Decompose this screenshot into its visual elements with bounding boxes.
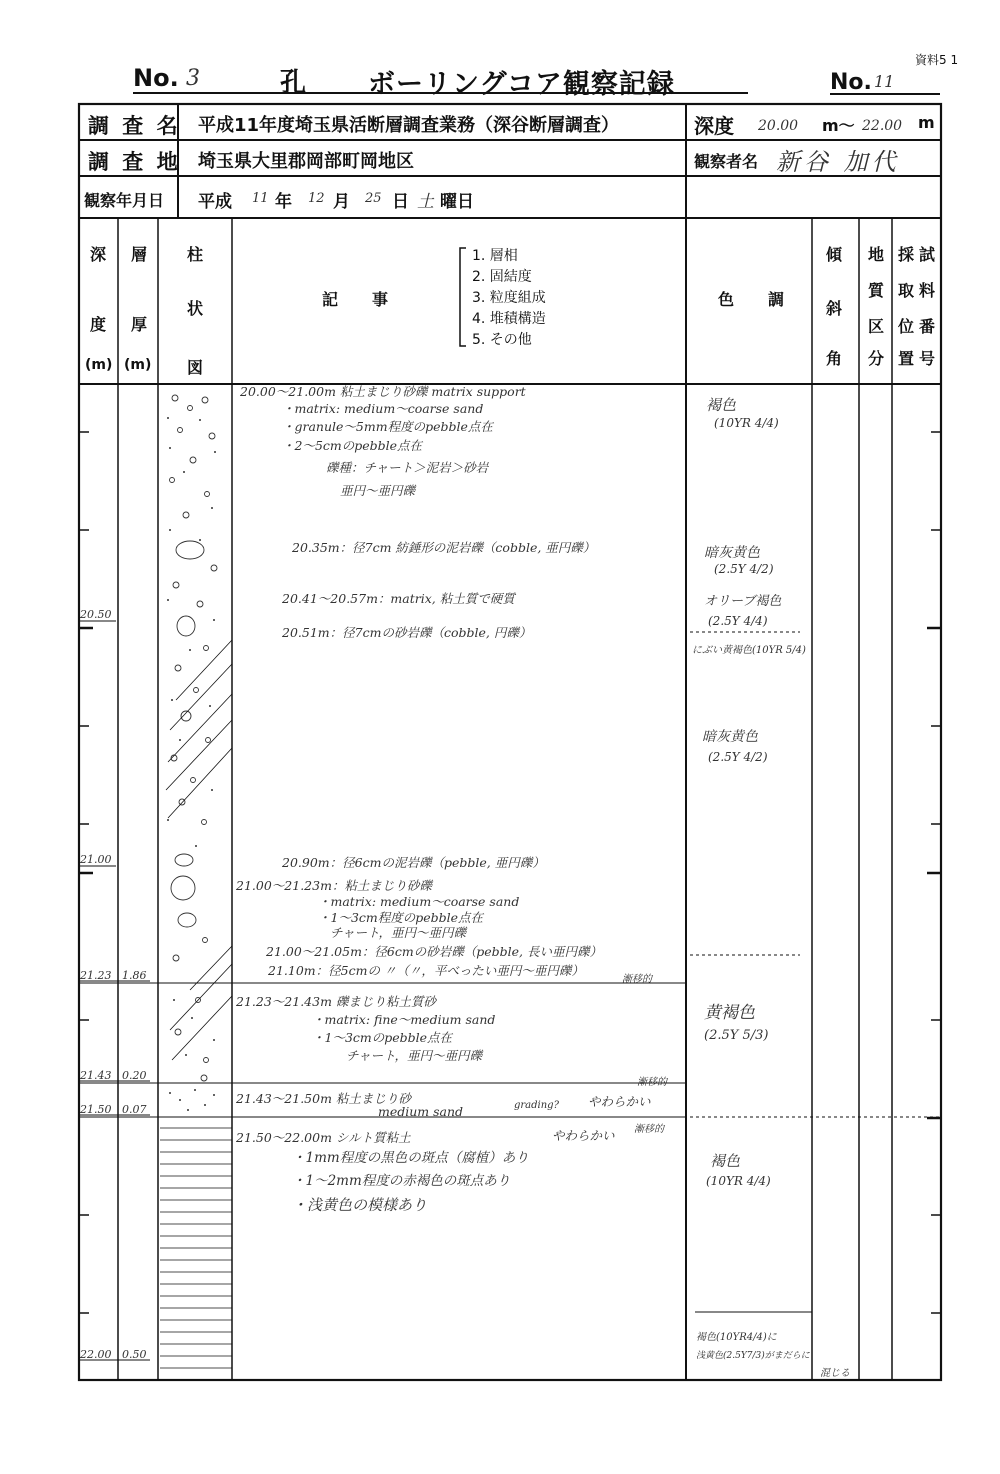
- col-dip-3: 角: [826, 349, 843, 368]
- color-note: 混じる: [820, 1368, 850, 1379]
- note-line: 20.35m：径7cm 紡錘形の泥岩礫（cobble, 亜円礫）: [292, 540, 596, 555]
- col-article-2: 事: [372, 290, 389, 309]
- note-line: ・1〜2mm程度の赤褐色の斑点あり: [292, 1173, 511, 1189]
- note-line: 21.23〜21.43m 礫まじり粘土質砂: [236, 994, 436, 1009]
- note-line: ・matrix: fine〜medium sand: [312, 1012, 496, 1027]
- color-name: オリーブ褐色: [704, 594, 782, 609]
- col-column-3: 図: [187, 358, 204, 377]
- survey-name-label: 調 査 名: [88, 114, 181, 138]
- thickness-mark: 1.86: [122, 969, 147, 982]
- document-reference-label: 資料5 1: [915, 53, 959, 67]
- note-line: 20.00〜21.00m 粘土まじり砂礫 matrix support: [240, 384, 526, 399]
- depth-label: 深度: [694, 114, 734, 138]
- col-column-1: 柱: [187, 245, 204, 264]
- color-note: 褐色(10YR4/4)に: [696, 1332, 777, 1343]
- date-month-unit: 月: [333, 192, 350, 212]
- col-depth-2: 度: [90, 315, 107, 334]
- col-color-1: 色: [718, 290, 735, 309]
- hole-label: 孔: [280, 68, 307, 98]
- site-value: 埼玉県大里郡岡部町岡地区: [198, 151, 414, 172]
- thickness-mark: 0.50: [122, 1348, 147, 1361]
- note-line: チャート，亜円〜亜円礫: [330, 925, 467, 940]
- depth-to-value: 22.00: [862, 118, 903, 134]
- col-sample-pos-2: 取: [898, 281, 915, 300]
- thickness-mark: 0.20: [122, 1069, 147, 1082]
- note-line: ・matrix: medium〜coarse sand: [282, 401, 484, 416]
- date-day-unit: 日: [392, 192, 409, 212]
- col-depth-1: 深: [90, 245, 107, 264]
- note-line: ・1〜3cmのpebble点在: [312, 1030, 453, 1045]
- boundary-note: 漸移的: [634, 1124, 664, 1135]
- note-line: 21.43〜21.50m 粘土まじり砂: [236, 1091, 411, 1106]
- col-geo-3: 区: [868, 317, 885, 336]
- col-geo-4: 分: [868, 349, 885, 368]
- title-no-prefix: No.: [133, 64, 179, 92]
- observer-label: 観察者名: [694, 152, 759, 171]
- note-line: 21.10m：径5cmの 〃（〃，平べったい亜円〜亜円礫）: [268, 963, 584, 978]
- note-line: チャート，亜円〜亜円礫: [346, 1048, 483, 1063]
- survey-name-value: 平成11年度埼玉県活断層調査業務（深谷断層調査）: [198, 115, 620, 136]
- thickness-mark: 0.07: [122, 1103, 147, 1116]
- note-line: やわらかい: [552, 1128, 615, 1143]
- col-dip-2: 斜: [826, 299, 843, 318]
- color-note: 浅黄色(2.5Y7/3)がまだらに: [696, 1351, 810, 1361]
- note-line: grading?: [514, 1100, 559, 1111]
- note-line: 20.51m：径7cmの砂岩礫（cobble, 円礫）: [282, 625, 532, 640]
- col-sample-pos-1: 採: [898, 245, 915, 264]
- depth-mark: 21.23: [80, 969, 112, 982]
- note-line: ・matrix: medium〜coarse sand: [318, 894, 520, 909]
- col-dip-1: 傾: [826, 245, 843, 264]
- col-sample-no-2: 料: [919, 281, 936, 300]
- color-name: 黄褐色: [704, 1003, 755, 1023]
- note-line: 亜円〜亜円礫: [340, 483, 416, 498]
- article-item: 3. 粒度組成: [472, 290, 546, 306]
- note-line: 礫種：チャート＞泥岩＞砂岩: [326, 460, 489, 475]
- depth-mark: 20.50: [80, 608, 112, 621]
- date-year: 11: [252, 191, 269, 206]
- depth-from-value: 20.00: [758, 118, 799, 134]
- color-code: (2.5Y 4/2): [714, 562, 774, 576]
- site-label: 調 査 地: [88, 150, 181, 174]
- article-item: 5. その他: [472, 332, 532, 348]
- note-line: 20.90m：径6cmの泥岩礫（pebble, 亜円礫）: [282, 855, 545, 870]
- page-title: ボーリングコア観察記録: [368, 69, 675, 100]
- col-geo-2: 質: [868, 281, 885, 300]
- sheet-no-prefix: No.: [830, 70, 872, 95]
- note-line: 21.50〜22.00m シルト質粘土: [236, 1130, 411, 1145]
- sheet-number: 11: [874, 72, 895, 91]
- depth-mark: 21.50: [80, 1103, 112, 1116]
- note-line: ・2〜5cmのpebble点在: [282, 438, 423, 453]
- article-item: 2. 固結度: [472, 269, 532, 285]
- col-sample-pos-3: 位: [898, 317, 915, 336]
- color-name: 褐色: [710, 1152, 741, 1170]
- note-line: 21.00〜21.23m：粘土まじり砂礫: [236, 878, 432, 893]
- col-column-2: 状: [187, 299, 204, 318]
- note-line: ・1〜3cm程度のpebble点在: [318, 910, 484, 925]
- col-depth-unit: (m): [85, 357, 113, 373]
- color-code: (2.5Y 4/4): [708, 614, 768, 628]
- color-name: 暗灰黄色: [704, 545, 760, 561]
- date-weekday: 土: [417, 192, 434, 212]
- col-sample-no-4: 号: [919, 349, 936, 368]
- date-year-unit: 年: [275, 192, 292, 212]
- color-code: (10YR 4/4): [714, 416, 779, 430]
- note-line: ・granule〜5mm程度のpebble点在: [282, 419, 493, 434]
- boundary-note: 漸移的: [622, 974, 652, 985]
- depth-unit-range: m〜: [822, 116, 855, 135]
- note-line: 21.00〜21.05m：径6cmの砂岩礫（pebble, 長い亜円礫）: [266, 944, 602, 959]
- hole-number: 3: [186, 66, 200, 91]
- article-item: 4. 堆積構造: [472, 311, 546, 327]
- col-color-2: 調: [768, 290, 785, 309]
- boundary-note: 漸移的: [637, 1077, 667, 1088]
- color-code: (2.5Y 4/2): [708, 750, 768, 764]
- date-weekday-unit: 曜日: [440, 192, 474, 212]
- color-name: 暗灰黄色: [702, 729, 758, 745]
- col-thickness-1: 層: [131, 245, 148, 264]
- col-geo-1: 地: [868, 245, 885, 264]
- col-thickness-2: 厚: [131, 315, 148, 334]
- col-sample-no-3: 番: [919, 317, 936, 336]
- date-label: 観察年月日: [84, 191, 165, 210]
- note-line: やわらかい: [588, 1094, 651, 1109]
- date-day: 25: [365, 191, 382, 206]
- article-items-list: [472, 246, 546, 351]
- depth-unit: m: [918, 113, 935, 132]
- observer-name: 新谷 加代: [776, 148, 900, 176]
- depth-mark: 21.43: [80, 1069, 112, 1082]
- note-line: ・1mm程度の黒色の斑点（腐植）あり: [292, 1150, 529, 1166]
- note-line: medium sand: [378, 1104, 464, 1119]
- note-line: 20.41〜20.57m：matrix, 粘土質で硬質: [282, 591, 515, 606]
- color-combined: にぶい黄褐色(10YR 5/4): [692, 645, 806, 656]
- color-code: (2.5Y 5/3): [704, 1028, 769, 1043]
- col-sample-pos-4: 置: [898, 349, 915, 368]
- note-line: ・浅黄色の模様あり: [292, 1196, 428, 1214]
- col-thickness-unit: (m): [124, 357, 152, 373]
- col-article-1: 記: [322, 290, 339, 309]
- date-month: 12: [308, 191, 325, 206]
- col-sample-no-1: 試: [919, 245, 936, 264]
- color-name: 褐色: [706, 396, 737, 414]
- depth-mark: 21.00: [80, 853, 112, 866]
- article-item: 1. 層相: [472, 248, 518, 264]
- date-era: 平成: [198, 192, 232, 212]
- color-code: (10YR 4/4): [706, 1174, 771, 1188]
- depth-mark: 22.00: [80, 1348, 112, 1361]
